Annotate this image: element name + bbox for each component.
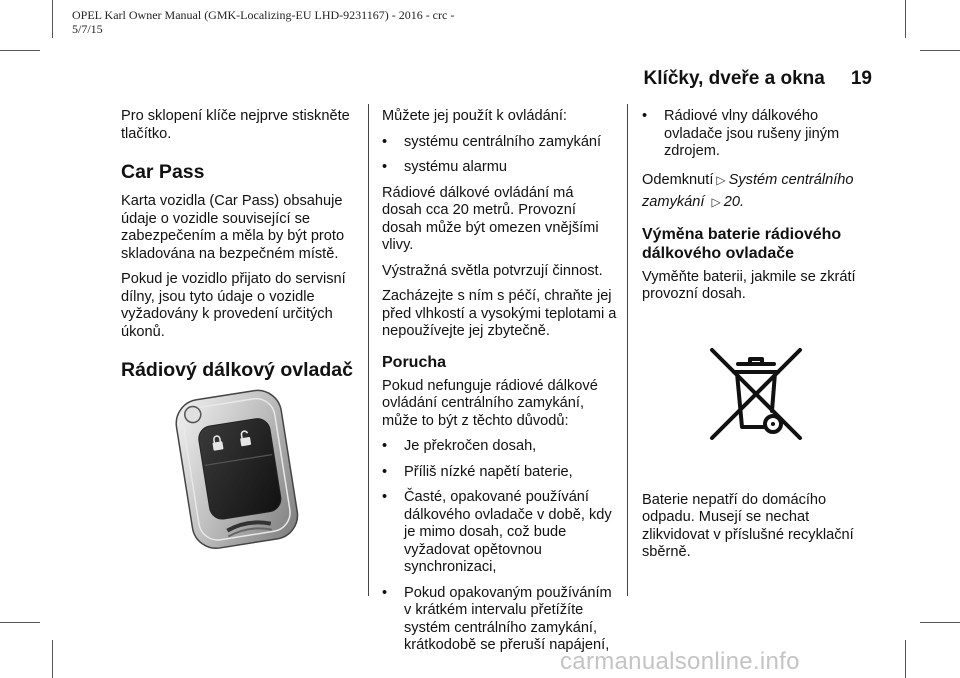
remote-control-heading: Rádiový dálkový ovladač xyxy=(121,359,353,381)
disposal-paragraph: Baterie nepatří do domácího odpadu. Musejí se nechat zlikvidovat v příslušné recyklační sběrně. xyxy=(642,491,854,560)
crop-mark xyxy=(920,50,960,51)
bullet: • xyxy=(382,133,388,150)
car-pass-heading: Car Pass xyxy=(121,161,205,183)
column-divider xyxy=(627,104,628,596)
unlock-label: Odemknutí xyxy=(642,171,714,188)
fault-heading: Porucha xyxy=(382,353,447,371)
page-number: 19 xyxy=(850,68,872,89)
uses-intro: Můžete jej použít k ovládání: xyxy=(382,108,567,124)
crossed-out-wheelie-bin-icon xyxy=(706,344,806,444)
xref-link[interactable]: Systém centrálního zamykání xyxy=(642,171,854,210)
key-fold-text: Pro sklopení klíče nejprve stiskněte tlačítko. xyxy=(121,108,350,142)
bullet: • xyxy=(382,489,388,505)
flip-key-illustration xyxy=(164,388,314,552)
car-pass-paragraph-1: Karta vozidla (Car Pass) obsahuje údaje o vozidle související se zabezpečením a měla by být proto skladována na bezpečném místě. xyxy=(121,193,345,262)
list-item: • systému alarmu xyxy=(382,159,507,175)
crop-mark xyxy=(0,622,40,623)
car-pass-paragraph-2: Pokud je vozidlo přijato do servisní dílny, jsou tyto údaje o vozidle vyžadovány k provedení určitých úkonů. xyxy=(121,271,346,340)
crop-mark xyxy=(52,640,53,678)
crop-mark xyxy=(52,0,53,38)
crop-mark xyxy=(905,640,906,678)
fault-reasons-list-cont xyxy=(642,108,874,161)
care-paragraph: Zacházejte s ním s péčí, chraňte jej před vlhkostí a vysokými teplotami a nepoužívejte jej zbytečně. xyxy=(382,288,617,339)
print-meta: OPEL Karl Owner Manual (GMK-Localizing-EU LHD-9231167) - 2016 - crc - 5/7/15 xyxy=(72,8,455,36)
column-2 xyxy=(382,108,617,663)
column-divider xyxy=(368,104,369,596)
uses-list xyxy=(382,134,617,177)
running-header xyxy=(644,68,872,90)
column-1 xyxy=(121,108,353,391)
unlock-xref-paragraph xyxy=(642,169,874,213)
column-3 xyxy=(642,108,874,570)
crop-mark xyxy=(0,50,40,51)
bullet: • xyxy=(382,584,388,601)
battery-heading: Výměna baterie rádiového dálkového ovladače xyxy=(642,225,842,262)
list-item: • Příliš nízké napětí baterie, xyxy=(382,463,573,480)
bullet: • xyxy=(642,108,648,124)
bullet: • xyxy=(382,463,388,480)
triangle-right-icon: ▷ xyxy=(711,194,721,209)
range-paragraph: Rádiové dálkové ovládání má dosah cca 20 metrů. Provozní dosah může být omezen vnějšími vlivy. xyxy=(382,184,599,253)
fault-intro: Pokud nefunguje rádiové dálkové ovládání centrálního zamykání, může to být z těchto důvodů: xyxy=(382,377,598,429)
bullet: • xyxy=(382,159,388,175)
crop-mark xyxy=(920,622,960,623)
list-item: • Rádiové vlny dálkového ovladače jsou rušeny jiným zdrojem. xyxy=(642,108,840,159)
watermark: carmanualsonline.info xyxy=(560,648,800,675)
section-title: Klíčky, dveře a okna xyxy=(643,68,825,89)
list-item: • systému centrálního zamykání xyxy=(382,133,602,150)
battery-paragraph: Vyměňte baterii, jakmile se zkrátí provozní dosah. xyxy=(642,268,856,302)
list-item: • Pokud opakovaným používáním v krátkém intervalu přetížíte systém centrálního zamykání, krátkodobě se přeruší napájení, xyxy=(382,584,612,653)
confirm-paragraph: Výstražná světla potvrzují činnost. xyxy=(382,262,603,279)
bullet: • xyxy=(382,438,388,454)
list-item: • Časté, opakované používání dálkového ovladače v době, kdy je mimo dosah, což bude vyžadovat opětovnou synchronizaci, xyxy=(382,489,612,575)
triangle-right-icon: ▷ xyxy=(716,172,726,187)
xref-page[interactable]: 20. xyxy=(723,193,745,210)
crop-mark xyxy=(905,0,906,38)
list-item: • Je překročen dosah, xyxy=(382,438,537,454)
fault-reasons-list xyxy=(382,438,617,655)
